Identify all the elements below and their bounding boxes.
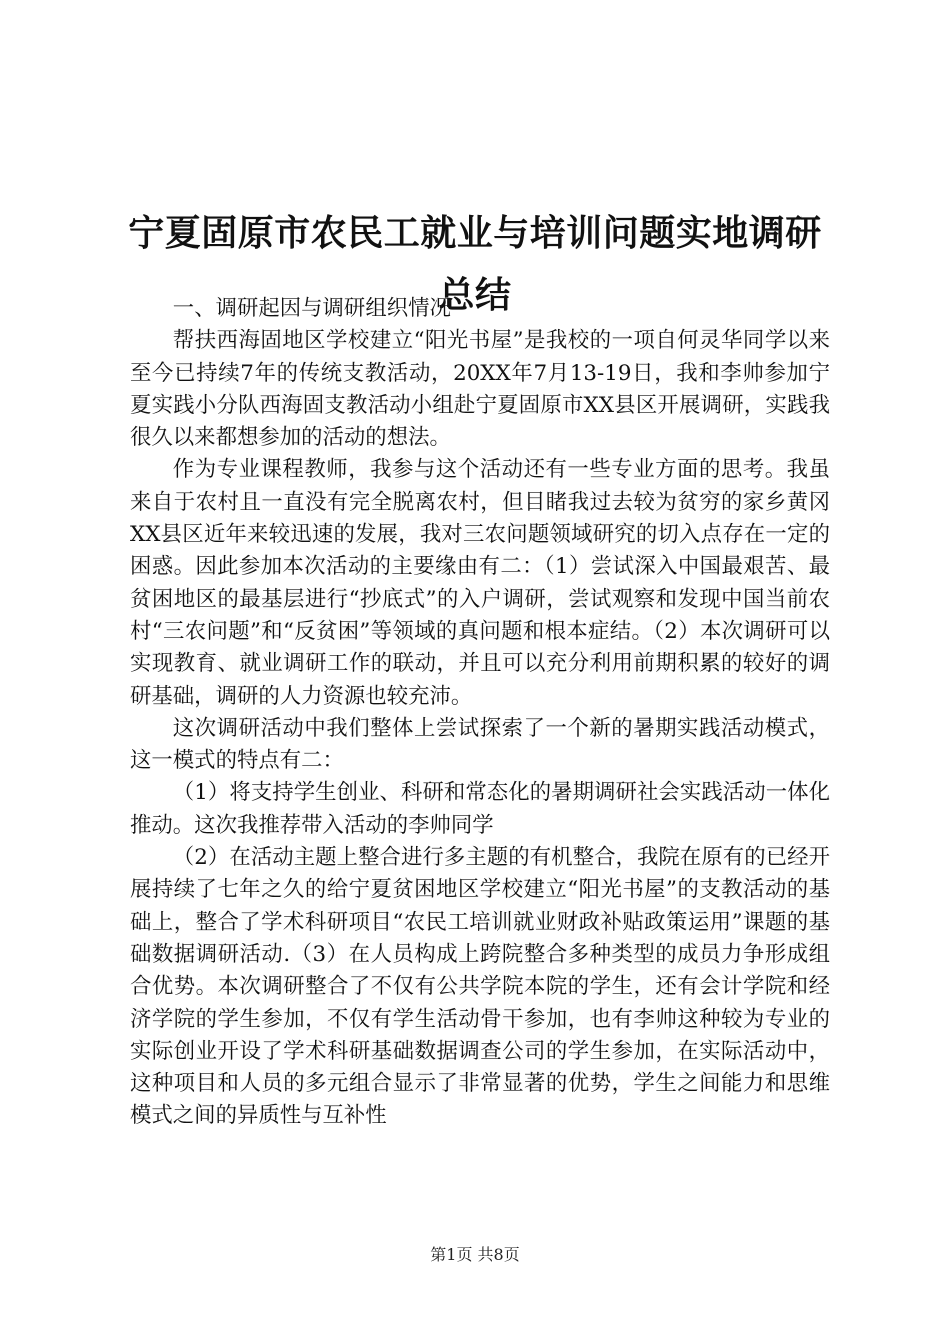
section-heading: 一、调研起因与调研组织情况 <box>172 296 451 321</box>
body-paragraph: （1）将支持学生创业、科研和常态化的暑期调研社会实践活动一体化推动。这次我推荐带入活动的李帅同学 <box>130 780 830 838</box>
page-number-footer: 第1页 共8页 <box>430 1245 520 1264</box>
body-paragraph: （2）在活动主题上整合进行多主题的有机整合，我院在原有的已经开展持续了七年之久的给宁夏贫困地区学校建立“阳光书屋”的支教活动的基础上，整合了学术科研项目“农民工培训就业财政补贴政策运用”课题的基础数据调研活动.（3）在人员构成上跨院整合多种类型的成员力争形成组合优势。本次调研整合了不仅有公共学院本院的学生，还有会计学院和经济学院的学生参加，不仅有学生活动骨干参加，也有李帅这种较为专业的实际创业开设了学术科研基础数据调查公司的学生参加，在实际活动中，这种项目和人员的多元组合显示了非常显著的优势，学生之间能力和思维模式之间的异质性与互补性 <box>130 845 830 1129</box>
document-title: 宁夏固原市农民工就业与培训问题实地调研总结 <box>128 212 822 317</box>
body-paragraph: 帮扶西海固地区学校建立“阳光书屋”是我校的一项自何灵华同学以来至今已持续7年的传统支教活动，20XX年7月13-19日，我和李帅参加宁夏实践小分队西海固支教活动小组赴宁夏固原市XX县区开展调研，实践我很久以来都想参加的活动的想法。 <box>130 328 830 451</box>
body-paragraph: 作为专业课程教师，我参与这个活动还有一些专业方面的思考。我虽来自于农村且一直没有完全脱离农村，但目睹我过去较为贫穷的家乡黄冈XX县区近年来较迅速的发展，我对三农问题领域研究的切入点存在一定的困惑。因此参加本次活动的主要缘由有二：（1）尝试深入中国最艰苦、最贫困地区的最基层进行“抄底式”的入户调研，尝试观察和发现中国当前农村“三农问题”和“反贫困”等领域的真问题和根本症结。（2）本次调研可以实现教育、就业调研工作的联动，并且可以充分利用前期积累的较好的调研基础，调研的人力资源也较充沛。 <box>130 457 830 709</box>
body-paragraph: 这次调研活动中我们整体上尝试探索了一个新的暑期实践活动模式，这一模式的特点有二： <box>130 715 830 774</box>
document-body <box>130 293 830 1133</box>
